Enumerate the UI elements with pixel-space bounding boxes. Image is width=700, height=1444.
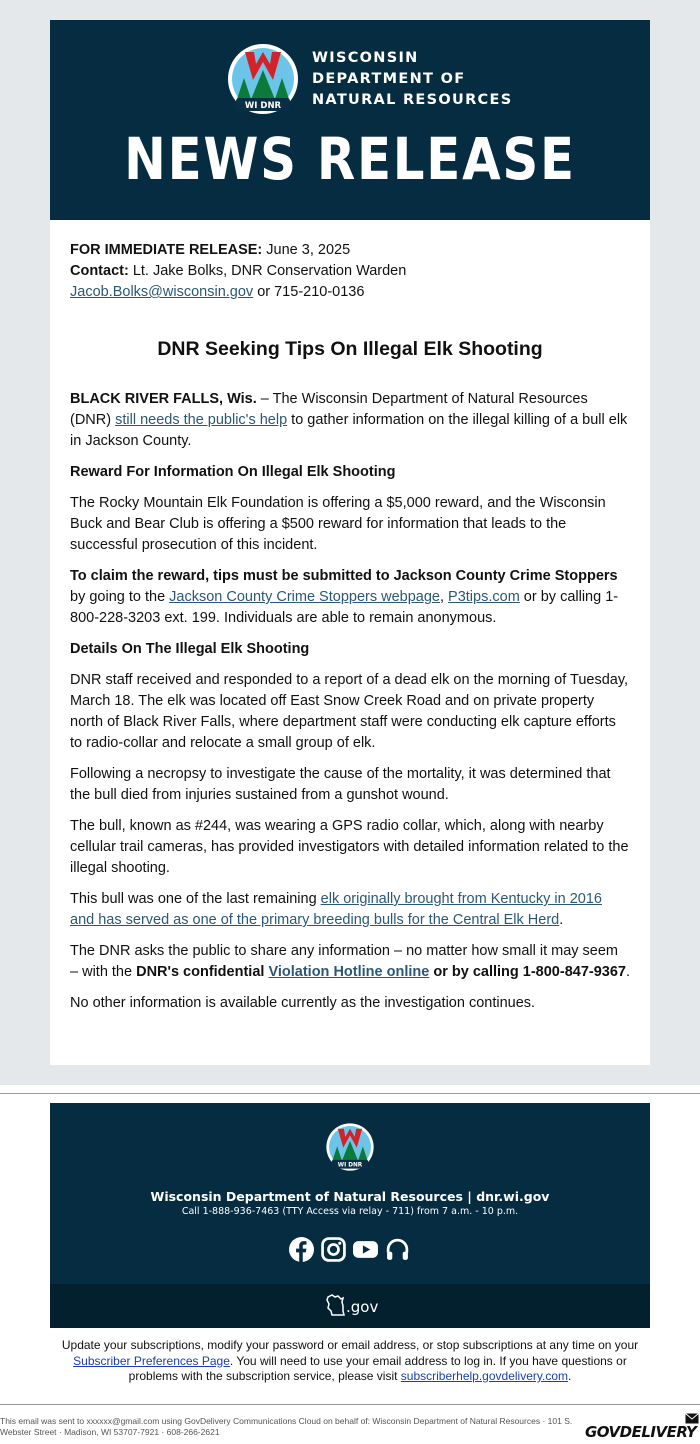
headline: DNR Seeking Tips On Illegal Elk Shooting	[157, 338, 543, 360]
subscription-text-b: . You will need to use your email address to log in. If you have questions or problems with the subscription service, please visit	[128, 1353, 627, 1383]
bottom-divider	[0, 1404, 700, 1405]
social-links	[289, 1237, 410, 1262]
instagram-icon[interactable]	[321, 1237, 346, 1262]
sent-notice: This email was sent to xxxxxx@gmail.com using GovDelivery Communications Cloud on behalf of: Wisconsin Department of Natural Resources · 101 S. Webster Street · Madison, WI 53707-7921 · 608-266-2621	[0, 1416, 573, 1437]
release-date: June 3, 2025	[262, 242, 351, 258]
release-meta	[70, 240, 630, 303]
header-banner	[50, 20, 650, 220]
dnr-logo-row	[226, 44, 512, 114]
contact-email-line	[70, 282, 630, 303]
wisconsin-state-icon	[326, 1294, 346, 1316]
violation-hotline-link[interactable]: Violation Hotline online	[268, 964, 430, 980]
youtube-icon[interactable]	[353, 1237, 378, 1262]
govdelivery-text: GOVDELIVERY	[585, 1423, 697, 1441]
logo-text: WI DNR	[244, 101, 282, 111]
paragraph-details: DNR staff received and responded to a report of a dead elk on the morning of Tuesday, March 18. The elk was located off East Snow Creek Road and on private property north of Black River Falls, where department staff were conducting elk capture efforts to radio-collar and relocate a small group of elk.	[70, 672, 629, 751]
paragraph-intro	[70, 389, 630, 452]
dnr-org-name	[312, 48, 512, 111]
footer-divider	[0, 1093, 700, 1094]
paragraph-necropsy: Following a necropsy to investigate the cause of the mortality, it was determined that the bull died from injuries sustained from a gunshot wound.	[70, 766, 611, 803]
hotline-text-a: The DNR asks the public to share any information – no matter how small it may seem – with the	[70, 943, 619, 980]
kentucky-text-b: .	[559, 912, 564, 928]
footer-bottom-bar	[50, 1284, 650, 1328]
paragraph-collar: The bull, known as #244, was wearing a GPS radio collar, which, along with nearby cellular trail cameras, has provided investigators with detailed information related to the illegal shooting.	[70, 818, 629, 876]
paragraph-reward: The Rocky Mountain Elk Foundation is offering a $5,000 reward, and the Wisconsin Buck and Bear Club is offering a $500 reward for information that leads to the successful prosecution of this incident.	[70, 495, 606, 553]
hotline-bold-a: DNR's confidential	[136, 964, 269, 980]
public-help-link[interactable]: still needs the public's help	[115, 412, 288, 428]
contact-name: Lt. Jake Bolks, DNR Conservation Warden	[128, 263, 407, 279]
hotline-text-b: .	[625, 964, 630, 980]
claim-text-a: by going to the	[70, 589, 170, 605]
org-line-3: NATURAL RESOURCES	[312, 91, 513, 108]
org-line-2: DEPARTMENT OF	[312, 70, 466, 87]
release-content	[50, 220, 650, 1014]
dateline: BLACK RIVER FALLS, Wis.	[70, 391, 257, 407]
claim-bold: To claim the reward, tips must be submitted to Jackson County Crime Stoppers	[70, 568, 618, 584]
subscriber-help-link[interactable]: subscriberhelp.govdelivery.com	[400, 1369, 568, 1383]
paragraph-claim	[70, 566, 630, 629]
release-label: FOR IMMEDIATE RELEASE:	[70, 242, 263, 258]
intro-text-a: – The Wisconsin Department of Natural Resources (DNR)	[70, 391, 588, 428]
contact-phone: or 715-210-0136	[253, 284, 365, 300]
news-release-title: NEWS RELEASE	[124, 125, 576, 193]
footer-call-line: Call 1-888-936-7463 (TTY Access via relay - 711) from 7 a.m. - 10 p.m.	[181, 1206, 519, 1217]
subscription-text-c: .	[567, 1369, 572, 1383]
subscription-text-a: Update your subscriptions, modify your password or email address, or stop subscriptions at any time on your	[61, 1338, 639, 1352]
kentucky-elk-link[interactable]: elk originally brought from Kentucky in 2016 and has served as one of the primary breeding bulls for the Central Elk Herd	[70, 891, 602, 928]
claim-text-b: or by calling 1-800-228-3203 ext. 199. Individuals are able to remain anonymous.	[70, 589, 619, 626]
subscriber-preferences-link[interactable]: Subscriber Preferences Page	[73, 1353, 230, 1368]
footer-org-line: Wisconsin Department of Natural Resources | dnr.wi.gov	[150, 1189, 550, 1204]
paragraph-closing: No other information is available currently as the investigation continues.	[70, 995, 536, 1011]
govdelivery-logo[interactable]	[585, 1413, 700, 1441]
footer-dnr-logo-icon	[325, 1123, 375, 1171]
news-card	[50, 20, 650, 1065]
heading-reward: Reward For Information On Illegal Elk Shooting	[70, 464, 396, 480]
contact-email-link[interactable]: Jacob.Bolks@wisconsin.gov	[70, 284, 254, 300]
hotline-bold-b: or by calling 1-800-847-9367	[429, 964, 626, 980]
heading-details: Details On The Illegal Elk Shooting	[70, 641, 310, 657]
gov-text: .gov	[346, 1298, 379, 1316]
intro-text-b: to gather information on the illegal killing of a bull elk in Jackson County.	[70, 412, 628, 449]
wi-dnr-logo-icon	[226, 44, 300, 114]
contact-line	[70, 261, 630, 282]
contact-label: Contact:	[70, 263, 129, 279]
wisconsin-gov-logo[interactable]	[326, 1294, 378, 1316]
subscription-notice	[50, 1338, 650, 1385]
paragraph-hotline	[70, 941, 630, 983]
p3tips-link[interactable]: P3tips.com	[448, 589, 520, 605]
podcast-icon[interactable]	[385, 1237, 410, 1262]
release-date-line	[70, 240, 630, 261]
kentucky-text-a: This bull was one of the last remaining	[70, 891, 321, 907]
facebook-icon[interactable]	[289, 1237, 314, 1262]
org-line-1: WISCONSIN	[312, 49, 419, 66]
claim-comma: ,	[439, 589, 449, 605]
footer	[50, 1103, 650, 1328]
footer-logo-text: WI DNR	[337, 1162, 363, 1169]
paragraph-kentucky	[70, 889, 630, 931]
crime-stoppers-link[interactable]: Jackson County Crime Stoppers webpage	[169, 589, 440, 605]
